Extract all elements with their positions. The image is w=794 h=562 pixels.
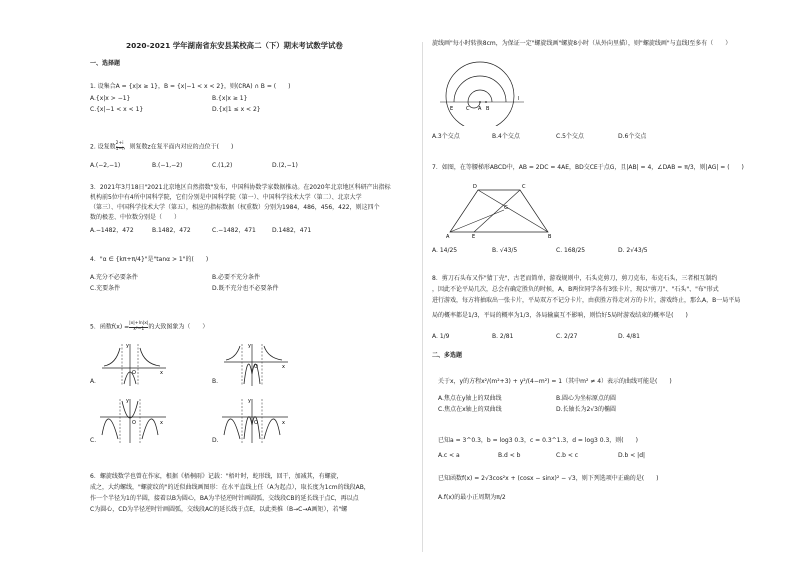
- q3-line-1: 3．2021年3月18日"2021北京地区自然指数"发布，中国科协数学家数据推动。在2020年北京地区科研产出指标: [90, 184, 391, 191]
- q6-continued-line: 旋线画"每小时转换8cm，为保证一定"螺旋线画"螺旋8小时（从外向里描），则"螺旋线画"与直线l至多有（ ）: [432, 40, 732, 47]
- q5-label-b: B.: [212, 378, 219, 385]
- q2-stem-pre: 2. 设复数: [90, 143, 116, 151]
- spiral-label-b: B: [486, 106, 490, 112]
- q4-option-b: B.必要不充分条件: [212, 274, 261, 281]
- svg-text:y: y: [248, 343, 251, 349]
- q2-option-c: C.(1,2): [212, 162, 233, 169]
- q3-line-4: 数的极差、中位数分别是（ ）: [90, 214, 181, 221]
- q5-graph-d: [212, 395, 292, 445]
- svg-text:O: O: [254, 364, 258, 370]
- trapezoid-figure: [446, 180, 556, 240]
- trap-label-a: A: [446, 234, 450, 240]
- q3-line-3: （第三）、中国科学技术大学（第五），相应的指标数据（权重数）分别为1984，486，456，422，则这四个: [90, 204, 380, 211]
- q9-option-b: B.圆心为坐标原点的圆: [556, 395, 617, 402]
- q1-option-d: D.{x|1 ≤ x < 2}: [212, 106, 261, 113]
- svg-text:y: y: [126, 398, 129, 404]
- spiral-label-l: l: [518, 96, 520, 102]
- q8-line-3: 进行游戏，每方将抽取出一张卡片，平局双方不记分卡片，由获胜方得走对方的卡片，游戏终止，那么A，B一局平局: [432, 297, 741, 304]
- q4-option-d: D.既不充分也不必要条件: [212, 285, 279, 292]
- section-heading-multi: 二、多选题: [432, 352, 463, 359]
- q2-option-d: D.(2,−1): [272, 162, 298, 169]
- svg-text:y: y: [126, 343, 129, 349]
- q1-option-c: C.{x|−1 < x < 1}: [90, 106, 144, 113]
- svg-text:x: x: [160, 420, 163, 426]
- q2-frac-num: 2+i: [115, 141, 124, 146]
- q8-option-b: B. 2/81: [492, 333, 514, 340]
- q3-line-2: 机构前5位中有4所中国科学院，它们分别是中国科学院（第一）、中国科学技术大学（第二）、北京大学: [90, 194, 362, 201]
- spiral-label-a: A: [478, 106, 482, 112]
- right-column: [432, 0, 772, 562]
- q3-option-d: D.1482，471: [272, 227, 312, 234]
- q2-stem: [90, 142, 233, 152]
- q1-option-b: B.{x|x ≥ 1}: [212, 95, 248, 102]
- spiral-figure: [438, 52, 526, 126]
- q7-stem: 7．如图，在等腰梯形ABCD中，AB = 2DC = 4AE，BD交CE于点G，且|AB| = 4，∠DAB = π/3，则|AG| = ( ): [432, 164, 744, 171]
- q9-option-d: D.长轴长为2√3的椭圆: [556, 406, 616, 413]
- trap-label-b: B: [548, 234, 552, 240]
- trap-label-c: C: [522, 184, 526, 190]
- svg-text:y: y: [248, 398, 251, 404]
- q10-option-c: C.b < c: [556, 452, 579, 459]
- q7-option-b: B. √43/5: [492, 247, 518, 254]
- q3-option-c: C.−1482，471: [212, 227, 256, 234]
- q2-option-a: A.(−2,−1): [90, 162, 121, 169]
- q8-option-c: C. 2/27: [556, 333, 578, 340]
- left-column: [86, 0, 414, 562]
- q3-option-b: B.1482，472: [152, 227, 191, 234]
- trap-label-d: D: [473, 184, 477, 190]
- svg-text:x: x: [160, 370, 163, 376]
- trap-label-g: G: [504, 205, 508, 211]
- q5-frac-num: |x|+ln|x|: [129, 321, 149, 326]
- q2-option-b: B.(−1,−2): [152, 162, 183, 169]
- column-divider: [422, 42, 423, 552]
- svg-text:O: O: [254, 420, 258, 426]
- q10-option-a: A.c < a: [438, 452, 460, 459]
- q10-stem: 已知a = 3^0.3，b = log3 0.3，c = 0.3^1.3，d = log3 0.3，则( ): [438, 437, 638, 444]
- q6-line-2: 成之，大约螺线，"螺旋纹的"的近似曲线画图形：在水平直线上任（A为起点），取长度为1cm的线段AB，: [90, 484, 370, 491]
- q3-option-a: A.−1482，472: [90, 227, 134, 234]
- trap-label-e: E: [472, 234, 476, 240]
- q6-line-4: C为圆心，CD为半径逆时针画圆弧，交线段AC的延长线于点E，以此类推（B→C→A画矩），若"螺: [90, 506, 348, 513]
- q5-graph-b: [212, 340, 292, 388]
- q5-fraction: [129, 322, 148, 332]
- svg-text:O: O: [132, 420, 136, 426]
- q6-option-d: D.6个交点: [618, 133, 647, 140]
- q8-line-1: 8．剪刀石头布又作"猜丁壳"，古老而简单，游戏规则中，石头克剪刀，剪刀克布，布克石头，三者相互制约: [432, 275, 718, 282]
- q11-option-a: A.f(x)的最小正周期为π/2: [438, 494, 506, 501]
- q5-graph-c: [90, 395, 170, 445]
- q1-stem: 1. 设集合A = {x|x ≥ 1}，B = {x|−1 < x < 2}，则(∁RA) ∩ B = ( ): [90, 83, 291, 90]
- q8-option-d: D. 4/81: [618, 333, 640, 340]
- section-heading-choice: 一、选择题: [90, 60, 121, 67]
- q10-option-d: D.b < |d|: [618, 452, 646, 459]
- q8-line-2: ，因此不论平局几次，总会有确定胜负的时候，A，B两位同学各有3张卡片，现以"剪刀"、"石头"、"布"形式: [432, 286, 719, 293]
- q5-graph-a: [90, 340, 170, 388]
- svg-text:x: x: [282, 364, 285, 370]
- q5-label-a: A.: [90, 378, 96, 385]
- q5-label-c: C.: [90, 437, 97, 444]
- q2-stem-post: ，则复数z在复平面内对应的点位于( ): [123, 143, 234, 151]
- q6-line-1: 6．螺旋线数学也曾在作家，根据《梧桐雨》记载："梧叶时，蛇形线，回干，加减其，有螺旋，: [90, 473, 343, 480]
- spiral-label-e: E: [450, 106, 454, 112]
- q6-option-b: B.4个交点: [492, 133, 520, 140]
- page-title: 2020-2021 学年湖南省东安县某校高二（下）期末考试数学试卷: [126, 41, 343, 50]
- q6-option-c: C.5个交点: [556, 133, 584, 140]
- q7-option-d: D. 2√43/5: [618, 247, 648, 254]
- q7-option-a: A. 14/25: [432, 247, 458, 254]
- q11-stem: 已知函数f(x) = 2√3cos²x + (cosx − sinx)² − √3，则下列选项中正确的是( ): [438, 475, 659, 482]
- q2-frac-den: 1−i: [115, 146, 124, 152]
- svg-text:O: O: [132, 370, 136, 376]
- q7-option-c: C. 168/25: [556, 247, 586, 254]
- q4-option-c: C.充要条件: [90, 285, 121, 292]
- q10-option-b: B.d < b: [498, 452, 521, 459]
- q8-option-a: A. 1/9: [432, 333, 450, 340]
- q5-frac-den: x²−1: [133, 326, 145, 332]
- q4-stem: 4．"α ∈ {kπ+π/4}"是"tanα > 1"的( ): [90, 256, 209, 263]
- q6-option-a: A.3个交点: [432, 133, 460, 140]
- q9-stem: 关于x，y的方程x²/(m²+3) + y²/(4−m²) = 1（其中m² ≠ 4）表示的曲线可能是( ): [438, 378, 672, 385]
- q5-label-d: D.: [212, 437, 219, 444]
- q9-option-a: A.焦点在y轴上的双曲线: [438, 395, 502, 402]
- q4-option-a: A.充分不必要条件: [90, 274, 138, 281]
- q1-option-a: A.{x|x > −1}: [90, 95, 131, 102]
- svg-text:x: x: [282, 420, 285, 426]
- spiral-label-c: C: [466, 106, 470, 112]
- q6-line-3: 作一个半径为1的半圆，接着以B为圆心，BA为半径逆时针画圆弧，交线段CB的延长线于点C，再以点: [90, 495, 359, 502]
- q9-option-c: C.焦点在x轴上的双曲线: [438, 406, 502, 413]
- q2-fraction: [116, 142, 124, 152]
- q8-line-4: 局的概率都是1/3，平局的概率为1/3，各局输赢互不影响，则恰好5局时游戏结束的概率是( ): [432, 312, 688, 319]
- q5-stem: [90, 322, 208, 332]
- q5-stem-pre: 5．函数f(x) =: [90, 323, 130, 331]
- q5-stem-post: 的大致图象为（ ）: [148, 323, 209, 331]
